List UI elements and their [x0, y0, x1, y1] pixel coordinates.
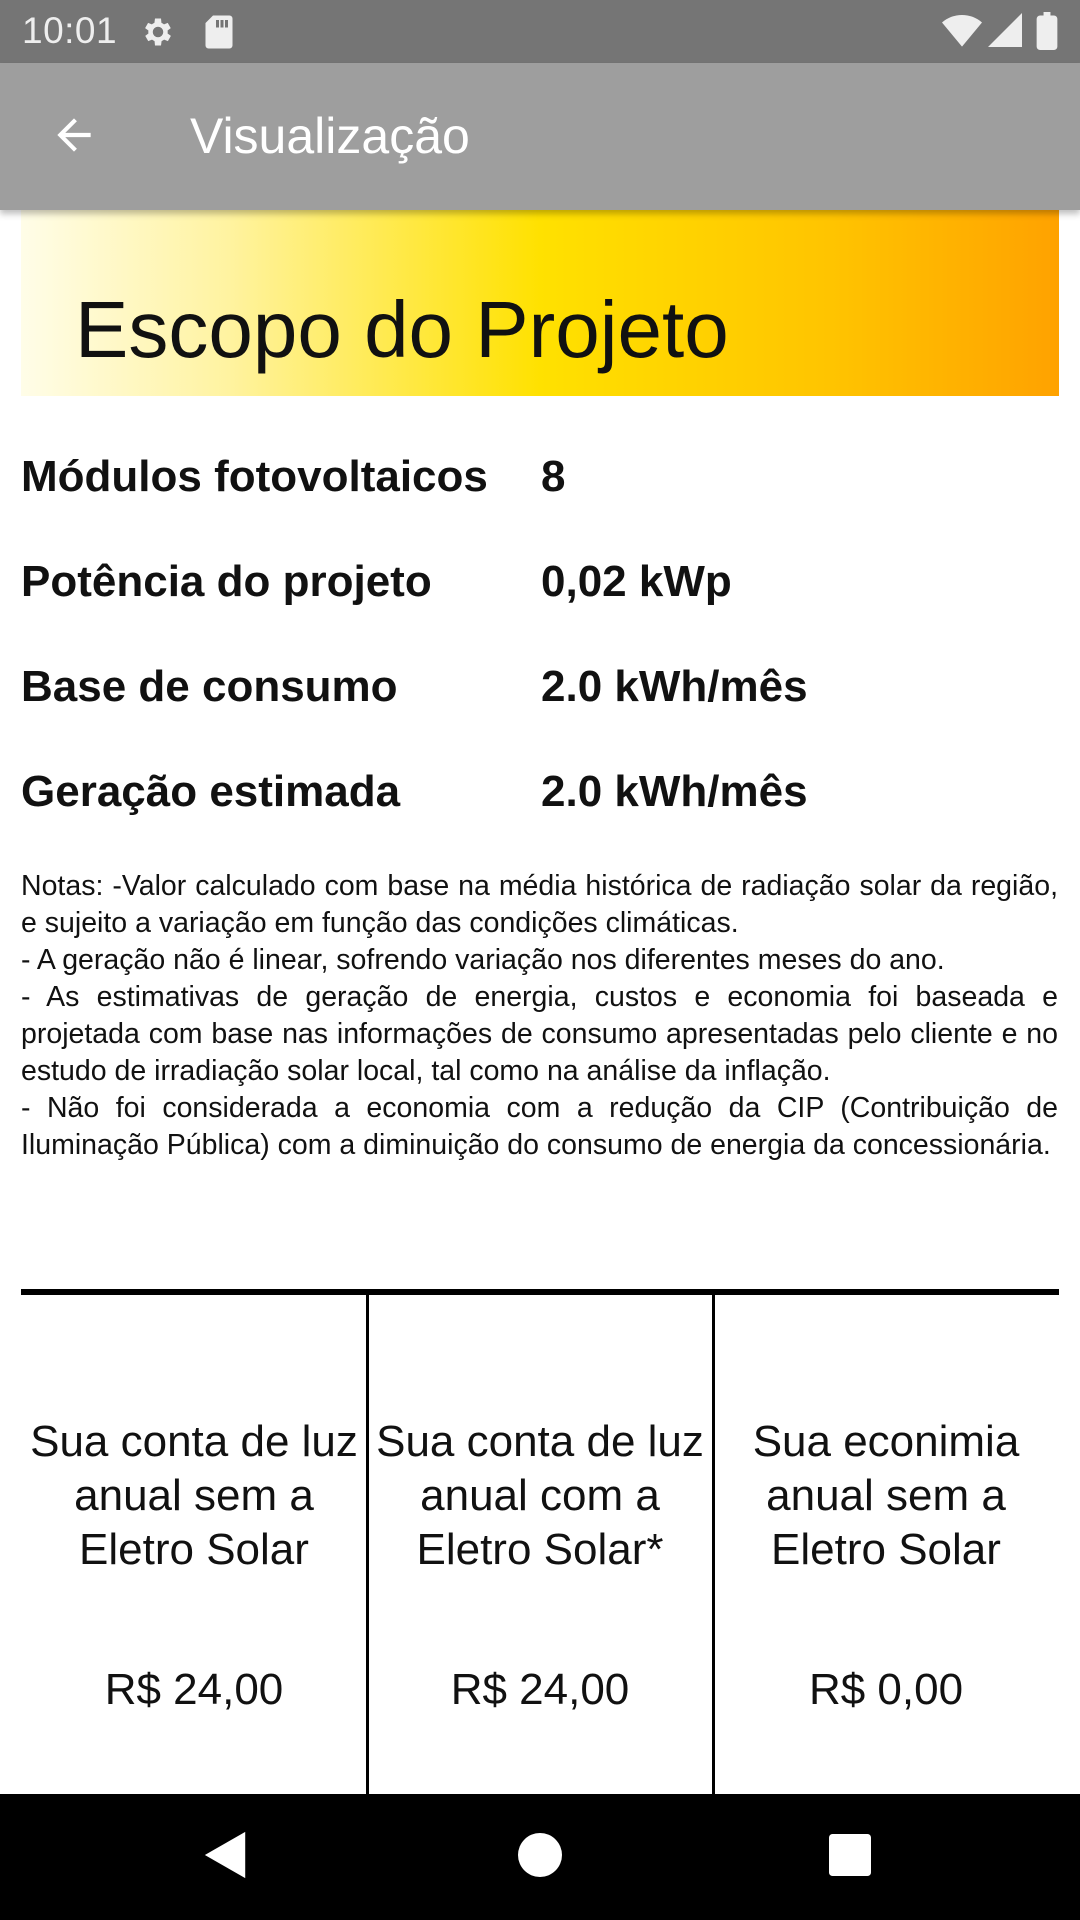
comparison-column-savings	[713, 1295, 1059, 1794]
column-value: R$ 0,00	[808, 1665, 964, 1714]
spec-label: Base de consumo	[21, 662, 398, 711]
spec-row-generation	[21, 767, 1061, 837]
back-button[interactable]	[30, 101, 118, 173]
column-value: R$ 24,00	[104, 1665, 284, 1714]
spec-value: 0,02 kWp	[541, 557, 732, 606]
nav-back-icon	[202, 1830, 250, 1885]
section-banner	[21, 210, 1059, 396]
column-header: Sua conta de luz anual com a Eletro Solar*	[376, 1417, 704, 1574]
spec-label: Geração estimada	[21, 767, 401, 816]
navigation-bar	[0, 1794, 1080, 1920]
wifi-icon	[942, 12, 982, 53]
spec-value: 8	[541, 452, 566, 501]
note-paragraph: - As estimativas de geração de energia, custos e economia foi baseada e projetada com base nas informações de consumo apresentadas pelo cliente e no estudo de irradiação solar local, tal como na análise da inflação.	[21, 981, 1058, 1087]
note-paragraph: - A geração não é linear, sofrendo variação nos diferentes meses do ano.	[21, 944, 945, 976]
comparison-column-without	[21, 1295, 367, 1794]
battery-icon	[1036, 12, 1058, 55]
note-paragraph: Notas: -Valor calculado com base na média histórica de radiação solar da região, e sujeito a variação em função das condições climáticas.	[21, 870, 1058, 939]
status-bar	[0, 0, 1080, 63]
comparison-column-with	[367, 1295, 713, 1794]
nav-recents-icon	[829, 1834, 871, 1881]
spec-row-modules	[21, 452, 1061, 522]
spec-row-power	[21, 557, 1061, 627]
spec-value: 2.0 kWh/mês	[541, 662, 808, 711]
comparison-table	[21, 1295, 1059, 1794]
nav-home-button[interactable]	[510, 1827, 570, 1887]
spec-value: 2.0 kWh/mês	[541, 767, 808, 816]
arrow-back-icon	[49, 110, 99, 165]
nav-back-button[interactable]	[196, 1827, 256, 1887]
spec-row-consumption	[21, 662, 1061, 732]
spec-label: Módulos fotovoltaicos	[21, 452, 488, 501]
banner-title: Escopo do Projeto	[75, 285, 729, 374]
status-time: 10:01	[22, 10, 118, 51]
content	[0, 210, 1080, 1794]
nav-recents-button[interactable]	[820, 1827, 880, 1887]
spec-label: Potência do projeto	[21, 557, 432, 606]
note-paragraph: - Não foi considerada a economia com a redução da CIP (Contribuição de Iluminação Pública) com a diminuição do consumo de energia da concessionária.	[21, 1092, 1058, 1161]
page-title: Visualização	[190, 108, 470, 164]
sd-card-icon	[204, 14, 234, 55]
nav-home-icon	[518, 1833, 562, 1882]
column-header: Sua conta de luz anual sem a Eletro Solar	[30, 1417, 358, 1574]
app-bar	[0, 63, 1080, 210]
column-value: R$ 24,00	[450, 1665, 630, 1714]
column-header: Sua econimia anual sem a Eletro Solar	[752, 1417, 1020, 1574]
signal-icon	[988, 12, 1022, 53]
settings-icon	[140, 14, 176, 55]
notes	[21, 868, 1058, 1164]
